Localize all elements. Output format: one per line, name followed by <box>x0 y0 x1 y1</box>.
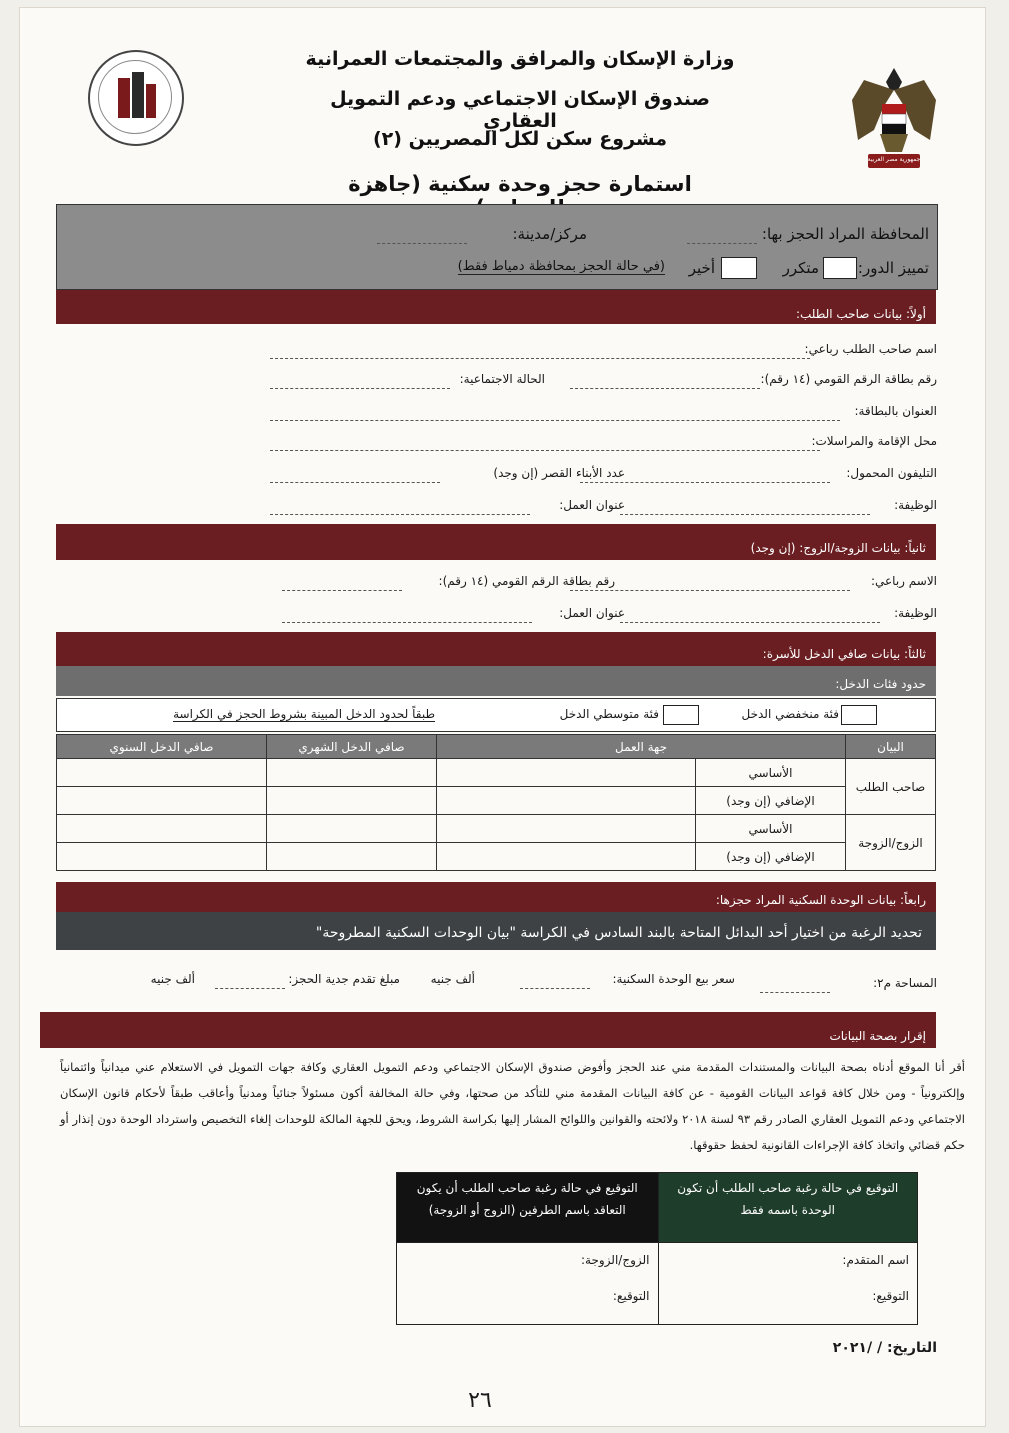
deposit-field[interactable] <box>215 988 285 989</box>
declaration-text: أقر أنا الموقع أدناه بصحة البيانات والمستندات المقدمة مني عند الحجز وأفوض صندوق الإسكان الاجتماعي ودعم التمويل العقاري وكافة جهات التمويل في الاستعلام عني ميدانياً وائتمانياً وإلكترونياً - ومن خلال كافة قواعد البيانات القومية - عن كافة البيانات المقدمة مني للتأكد من صحتها، وفي حالة المخالفة أكون مسئولاً جنائياً ومدنياً وأعاقب طبقاً لأحكام قانون الإسكان الاجتماعي ودعم التمويل العقاري الصادر رقم ٩٣ لسنة ٢٠١٨ ولائحته والقوانين واللوائح المشار إليها بكراسة الشروط، ويحق للجهة المالكة للوحدات إلغاء التخصيص واسترداد الوحدة دون إنذار أو حكم قضائي واتخاذ كافة الإجراءات القانونية لحفظ حقوقها. <box>60 1060 965 1152</box>
joint-sign-label: التوقيع: <box>612 1289 650 1303</box>
form-title: استمارة حجز وحدة سكنية (جاهزة <box>348 172 692 196</box>
thousand-label-2: ألف جنيه <box>150 972 195 986</box>
unit-price-label: سعر بيع الوحدة السكنية: <box>612 972 735 986</box>
joint-owner-box[interactable] <box>397 1243 659 1325</box>
extra-label: الإضافي (إن وجد) <box>696 787 846 815</box>
applicant-name-sign-label: اسم المتقدم: <box>842 1253 909 1267</box>
residence-label: محل الإقامة والمراسلات: <box>811 434 937 448</box>
eagle-emblem-icon <box>844 60 944 180</box>
spouse-name-field[interactable] <box>570 590 850 591</box>
low-income-checkbox[interactable] <box>841 705 877 725</box>
section1-band <box>56 290 936 324</box>
spouse-work-address-field[interactable] <box>282 622 532 623</box>
spouse-basic-monthly[interactable] <box>267 815 437 843</box>
deposit-label: مبلغ تقدم جدية الحجز: <box>288 972 400 986</box>
table-row <box>57 815 936 843</box>
income-limits-band <box>56 666 936 696</box>
spouse-work-address-label: عنوان العمل: <box>559 606 625 620</box>
applicant-extra-monthly[interactable] <box>267 787 437 815</box>
children-label: عدد الأبناء القصر (إن وجد) <box>493 466 625 480</box>
eagle-caption: جمهورية مصر العربية <box>867 156 921 163</box>
section3-title: ثالثاً: بيانات صافي الدخل للأسرة: <box>762 647 926 661</box>
col-annual-net: صافي الدخل السنوي <box>57 735 267 759</box>
area-label: المساحة م٢: <box>873 976 937 990</box>
mobile-label: التليفون المحمول: <box>846 466 937 480</box>
marital-status-field[interactable] <box>270 388 450 389</box>
income-limits-note: طبقاً لحدود الدخل المبينة بشروط الحجز في الكراسة <box>173 707 435 721</box>
center-field[interactable] <box>377 243 467 244</box>
basic-label: الأساسي <box>696 815 846 843</box>
section3-band <box>56 632 936 666</box>
card-address-label: العنوان بالبطاقة: <box>854 404 937 418</box>
mid-income-label: فئة متوسطي الدخل <box>559 707 659 721</box>
job-field[interactable] <box>620 514 870 515</box>
unit-price-field[interactable] <box>520 988 590 989</box>
spouse-sign-label: الزوج/الزوجة: <box>581 1253 650 1267</box>
spouse-name-label: الاسم رباعي: <box>870 574 937 588</box>
spouse-basic-employer[interactable] <box>437 815 696 843</box>
unit-choice-text: تحديد الرغبة من اختيار أحد البدائل المتاحة بالبند السادس في الكراسة "بيان الوحدات السكنية المطروحة" <box>315 925 922 941</box>
role-last-checkbox[interactable] <box>721 257 757 279</box>
joint-owner-header: التوقيع في حالة رغبة صاحب الطلب أن يكون التعاقد باسم الطرفين (الزوج أو الزوجة) <box>397 1173 659 1243</box>
row-spouse-label: الزوج/الزوجة <box>846 815 936 871</box>
income-category-row <box>56 698 936 732</box>
col-employer: جهة العمل <box>437 735 846 759</box>
mobile-field[interactable] <box>580 482 830 483</box>
col-monthly-net: صافي الدخل الشهري <box>267 735 437 759</box>
spouse-basic-annual[interactable] <box>57 815 267 843</box>
spouse-job-field[interactable] <box>620 622 880 623</box>
row-applicant-label: صاحب الطلب <box>846 759 936 815</box>
income-limits-title: حدود فئات الدخل: <box>835 677 926 691</box>
housing-fund-logo <box>88 50 184 146</box>
applicant-extra-annual[interactable] <box>57 787 267 815</box>
marital-status-label: الحالة الاجتماعية: <box>459 372 545 386</box>
card-address-field[interactable] <box>270 420 840 421</box>
area-field[interactable] <box>760 992 830 993</box>
section2-title: ثانياً: بيانات الزوجة/الزوج: (إن وجد) <box>750 541 926 555</box>
role-repeated-checkbox[interactable] <box>823 257 857 279</box>
spouse-id-label: رقم بطاقة الرقم القومي (١٤ رقم): <box>438 574 615 588</box>
declaration-band <box>40 1012 936 1048</box>
applicant-basic-annual[interactable] <box>57 759 267 787</box>
top-info-box <box>56 204 938 290</box>
section4-title: رابعاً: بيانات الوحدة السكنية المراد حجزها: <box>715 893 926 907</box>
col-statement: البيان <box>846 735 936 759</box>
national-id-field[interactable] <box>570 388 760 389</box>
section2-band <box>56 524 936 560</box>
spouse-extra-employer[interactable] <box>437 843 696 871</box>
spouse-job-label: الوظيفة: <box>894 606 937 620</box>
signature-table <box>396 1172 918 1325</box>
spouse-id-field[interactable] <box>282 590 402 591</box>
mid-income-checkbox[interactable] <box>663 705 699 725</box>
page-number: ٢٦ <box>468 1388 492 1413</box>
applicant-name-label: اسم صاحب الطلب رباعي: <box>804 342 937 356</box>
job-label: الوظيفة: <box>894 498 937 512</box>
work-address-label: عنوان العمل: <box>559 498 625 512</box>
single-owner-header: التوقيع في حالة رغبة صاحب الطلب أن تكون الوحدة باسمه فقط <box>658 1173 918 1243</box>
extra-label: الإضافي (إن وجد) <box>696 843 846 871</box>
role-label: تمييز الدور: <box>857 259 929 277</box>
table-row <box>57 759 936 787</box>
spouse-extra-monthly[interactable] <box>267 843 437 871</box>
damietta-note: (في حالة الحجز بمحافظة دمياط فقط) <box>457 259 665 274</box>
basic-label: الأساسي <box>696 759 846 787</box>
low-income-label: فئة منخفضي الدخل <box>741 707 839 721</box>
declaration-title: إقرار بصحة البيانات <box>829 1029 926 1043</box>
single-owner-box[interactable] <box>658 1243 918 1325</box>
residence-field[interactable] <box>270 450 820 451</box>
role-repeated-label: متكرر <box>782 259 819 277</box>
applicant-extra-employer[interactable] <box>437 787 696 815</box>
fund-title: صندوق الإسكان الاجتماعي ودعم التمويل العقاري <box>330 88 710 132</box>
section1-title: أولاً: بيانات صاحب الطلب: <box>795 307 926 321</box>
applicant-name-field[interactable] <box>270 358 810 359</box>
spouse-extra-annual[interactable] <box>57 843 267 871</box>
date-field[interactable]: التاريخ: / /٢٠٢١ <box>832 1340 937 1356</box>
governorate-label: المحافظة المراد الحجز بها: <box>761 225 929 243</box>
project-title: مشروع سكن لكل المصريين (٢) <box>372 128 668 150</box>
unit-choice-band <box>56 912 936 950</box>
section4-band <box>56 882 936 912</box>
table-row <box>57 843 936 871</box>
national-id-label: رقم بطاقة الرقم القومي (١٤ رقم): <box>760 372 937 386</box>
single-sign-label: التوقيع: <box>872 1289 909 1303</box>
thousand-label-1: ألف جنيه <box>430 972 475 986</box>
income-table <box>56 734 936 871</box>
table-row <box>57 787 936 815</box>
ministry-title: وزارة الإسكان والمرافق والمجتمعات العمرانية <box>305 48 735 70</box>
work-address-field[interactable] <box>270 514 530 515</box>
center-label: مركز/مدينة: <box>512 225 587 243</box>
applicant-basic-monthly[interactable] <box>267 759 437 787</box>
children-field[interactable] <box>270 482 440 483</box>
form-sheet <box>20 8 985 1426</box>
role-last-label: أخير <box>688 259 715 277</box>
governorate-field[interactable] <box>687 243 757 244</box>
applicant-basic-employer[interactable] <box>437 759 696 787</box>
